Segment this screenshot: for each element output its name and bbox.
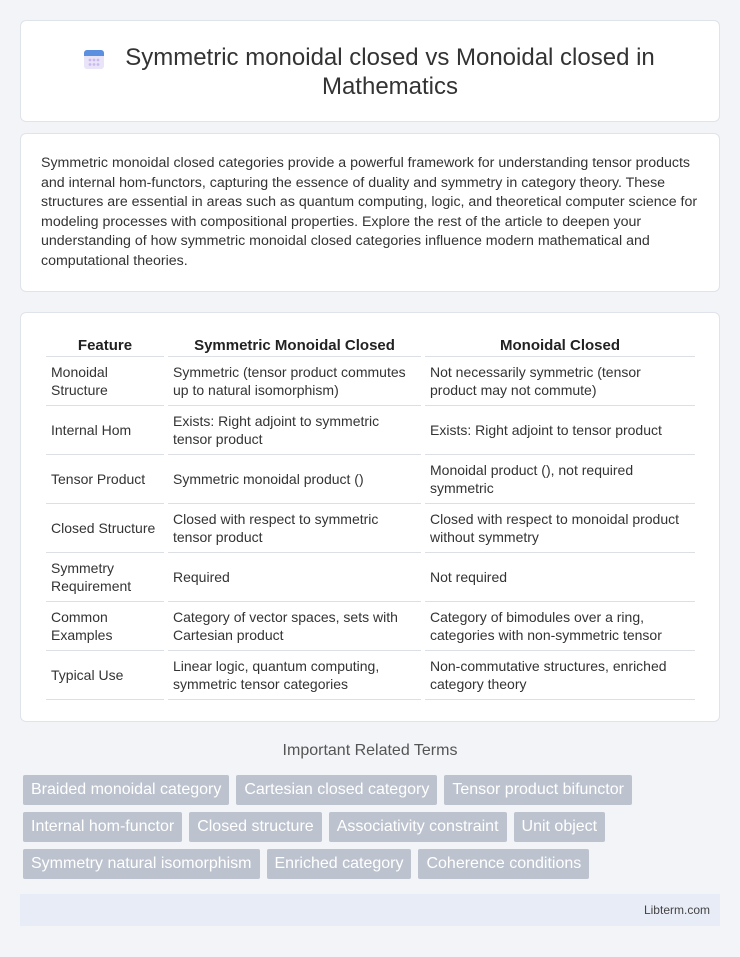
table-row — [46, 455, 695, 504]
table-cell: Not necessarily symmetric (tensor product may not commute) — [425, 357, 695, 406]
table-cell: Tensor Product — [46, 455, 164, 504]
footer — [20, 894, 720, 926]
intro-paragraph: Symmetric monoidal closed categories provide a powerful framework for understanding tensor products and internal hom-functors, capturing the essence of duality and symmetry in category theory. These structures are essential in areas such as quantum computing, logic, and theoretical computer science for modeling processes with compositional properties. Explore the rest of the article to deepen your understanding of how symmetric monoidal closed categories influence modern mathematical and computational theories. — [41, 155, 698, 269]
table-cell: Closed with respect to symmetric tensor product — [168, 504, 421, 553]
related-term-tag[interactable]: Tensor product bifunctor — [444, 775, 632, 805]
table-cell: Not required — [425, 553, 695, 602]
table-cell: Exists: Right adjoint to tensor product — [425, 406, 695, 455]
table-cell: Non-commutative structures, enriched category theory — [425, 651, 695, 700]
table-cell: Category of vector spaces, sets with Cartesian product — [168, 602, 421, 651]
table-header-row — [46, 335, 695, 357]
related-term-tag[interactable]: Cartesian closed category — [236, 775, 437, 805]
table-cell: Monoidal product (), not required symmetric — [425, 455, 695, 504]
table-cell: Closed Structure — [46, 504, 164, 553]
table-cell: Common Examples — [46, 602, 164, 651]
table-cell: Symmetric (tensor product commutes up to natural isomorphism) — [168, 357, 421, 406]
table-cell: Symmetric monoidal product () — [168, 455, 421, 504]
related-terms-list — [23, 775, 703, 886]
related-terms-title: Important Related Terms — [282, 742, 458, 759]
table-header: Feature — [46, 335, 164, 357]
table-cell: Required — [168, 553, 421, 602]
title-card — [20, 20, 720, 122]
table-row — [46, 553, 695, 602]
table-cell: Internal Hom — [46, 406, 164, 455]
table-cell: Monoidal Structure — [46, 357, 164, 406]
related-term-tag[interactable]: Unit object — [514, 812, 606, 842]
comparison-table — [42, 335, 699, 700]
related-term-tag[interactable]: Braided monoidal category — [23, 775, 229, 805]
page-title: Symmetric monoidal closed vs Monoidal closed in Mathematics — [125, 44, 655, 100]
tag-row — [23, 812, 703, 842]
tag-row — [23, 775, 703, 805]
table-header: Monoidal Closed — [425, 335, 695, 357]
table-cell: Category of bimodules over a ring, categories with non-symmetric tensor — [425, 602, 695, 651]
table-cell: Linear logic, quantum computing, symmetric tensor categories — [168, 651, 421, 700]
table-cell: Typical Use — [46, 651, 164, 700]
related-term-tag[interactable]: Associativity constraint — [329, 812, 507, 842]
related-term-tag[interactable]: Coherence conditions — [418, 849, 589, 879]
table-row — [46, 651, 695, 700]
table-cell: Closed with respect to monoidal product without symmetry — [425, 504, 695, 553]
table-row — [46, 504, 695, 553]
table-header: Symmetric Monoidal Closed — [168, 335, 421, 357]
table-row — [46, 406, 695, 455]
footer-brand-link[interactable]: Libterm.com — [643, 903, 710, 917]
intro-card — [20, 133, 720, 292]
related-term-tag[interactable]: Internal hom-functor — [23, 812, 182, 842]
tag-row — [23, 849, 703, 879]
table-row — [46, 357, 695, 406]
table-cell: Symmetry Requirement — [46, 553, 164, 602]
related-term-tag[interactable]: Symmetry natural isomorphism — [23, 849, 260, 879]
related-term-tag[interactable]: Closed structure — [189, 812, 322, 842]
table-row — [46, 602, 695, 651]
table-cell: Exists: Right adjoint to symmetric tensor product — [168, 406, 421, 455]
related-term-tag[interactable]: Enriched category — [267, 849, 412, 879]
comparison-card — [20, 312, 720, 722]
